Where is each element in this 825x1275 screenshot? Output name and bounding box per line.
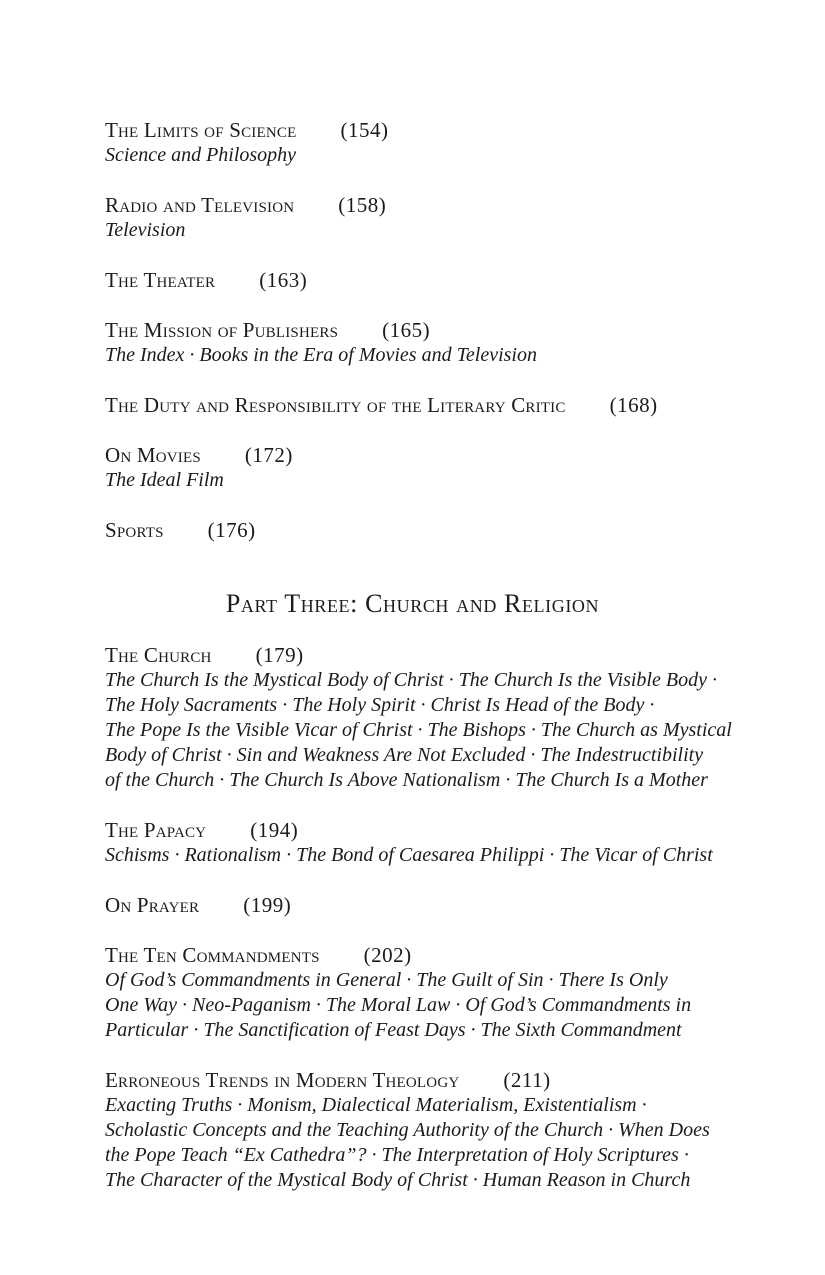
toc-entry-title: On Movies: [105, 443, 201, 467]
toc-entry-heading: [105, 1068, 735, 1093]
toc-entry-heading: [105, 268, 735, 293]
toc-entry-subtopics-line: Of God’s Commandments in General · The Guilt of Sin · There Is Only: [105, 969, 668, 991]
toc-entry-title: The Limits of Science: [105, 118, 297, 142]
toc-entry-page: (202): [363, 943, 412, 967]
toc-entry-subtopics: The Ideal Film: [105, 469, 224, 491]
toc-entry-the-papacy: [105, 818, 735, 868]
toc-entry-heading: [105, 818, 735, 843]
part-heading: Part Three: Church and Religion: [225, 589, 600, 618]
toc-entry-subtopics-line: the Pope Teach “Ex Cathedra”? · The Interpretation of Holy Scriptures ·: [105, 1144, 689, 1166]
toc-entry-title: Erroneous Trends in Modern Theology: [105, 1068, 460, 1092]
toc-entry-title: The Church: [105, 643, 212, 667]
toc-entry-heading: [105, 118, 735, 143]
toc-entry-subtopics-line: Scholastic Concepts and the Teaching Authority of the Church · When Does: [105, 1119, 710, 1141]
toc-entry-subtopics-line: Body of Christ · Sin and Weakness Are Not Excluded · The Indestructibility: [105, 744, 704, 766]
toc-entry-subtopics-line: The Church Is the Mystical Body of Christ · The Church Is the Visible Body ·: [105, 669, 717, 691]
toc-entry-page: (168): [609, 393, 658, 417]
toc-entry-subtopics: Television: [105, 219, 186, 241]
toc-entry-heading: [105, 518, 735, 543]
toc-entry-subtopics-line: Exacting Truths · Monism, Dialectical Materialism, Existentialism ·: [105, 1094, 647, 1116]
toc-entry-the-church: [105, 643, 735, 793]
toc-entry-subtopics: Science and Philosophy: [105, 144, 297, 166]
toc-entry-page: (154): [340, 118, 389, 142]
toc-entry-page: (199): [243, 893, 292, 917]
toc-entry-page: (172): [244, 443, 293, 467]
toc-entry-page: (165): [382, 318, 431, 342]
toc-entry-on-movies: [105, 443, 735, 493]
toc-entry-mission-of-publishers: [105, 318, 735, 368]
toc-entry-heading: [105, 193, 735, 218]
toc-entry-theater: [105, 268, 735, 293]
toc-entry-title: The Ten Commandments: [105, 943, 320, 967]
toc-entry-title: Radio and Television: [105, 193, 295, 217]
toc-entry-on-prayer: [105, 893, 735, 918]
toc-entry-subtopics-line: The Pope Is the Visible Vicar of Christ · The Bishops · The Church as Mystical: [105, 719, 732, 741]
toc-entry-title: Sports: [105, 518, 164, 542]
toc-entry-radio-television: [105, 193, 735, 243]
toc-entry-page: (211): [503, 1068, 551, 1092]
toc-entry-page: (176): [207, 518, 256, 542]
toc-entry-page: (194): [250, 818, 299, 842]
toc-entry-subtopics-line: Particular · The Sanctification of Feast Days · The Sixth Commandment: [105, 1019, 682, 1041]
toc-entry-title: The Papacy: [105, 818, 207, 842]
toc-entry-literary-critic: [105, 393, 735, 418]
toc-entry-erroneous-trends: [105, 1068, 735, 1193]
toc-entry-heading: [105, 318, 735, 343]
toc-entry-heading: [105, 893, 735, 918]
toc-entry-heading: [105, 943, 735, 968]
toc-entry-page: (179): [255, 643, 304, 667]
toc-entry-subtopics-line: The Character of the Mystical Body of Christ · Human Reason in Church: [105, 1169, 691, 1191]
toc-entry-limits-of-science: [105, 118, 735, 168]
toc-entry-page: (158): [338, 193, 387, 217]
toc-entry-subtopics-line: One Way · Neo-Paganism · The Moral Law · Of God’s Commandments in: [105, 994, 692, 1016]
toc-entry-page: (163): [259, 268, 308, 292]
toc-entry-ten-commandments: [105, 943, 735, 1043]
toc-entry-subtopics-line: The Holy Sacraments · The Holy Spirit · Christ Is Head of the Body ·: [105, 694, 655, 716]
toc-entry-heading: [105, 443, 735, 468]
toc-entry-sports: [105, 518, 735, 543]
toc-entry-subtopics-line: of the Church · The Church Is Above Nationalism · The Church Is a Mother: [105, 769, 708, 791]
toc-entry-title: The Duty and Responsibility of the Literary Critic: [105, 393, 566, 417]
toc-entry-title: The Theater: [105, 268, 216, 292]
toc-entry-subtopics: The Index · Books in the Era of Movies and Television: [105, 344, 537, 366]
toc-entry-subtopics-line: Schisms · Rationalism · The Bond of Caesarea Philippi · The Vicar of Christ: [105, 844, 713, 866]
toc-entry-heading: [105, 643, 735, 668]
toc-entry-title: The Mission of Publishers: [105, 318, 339, 342]
toc-entry-title: On Prayer: [105, 893, 200, 917]
toc-entry-heading: [105, 393, 735, 418]
